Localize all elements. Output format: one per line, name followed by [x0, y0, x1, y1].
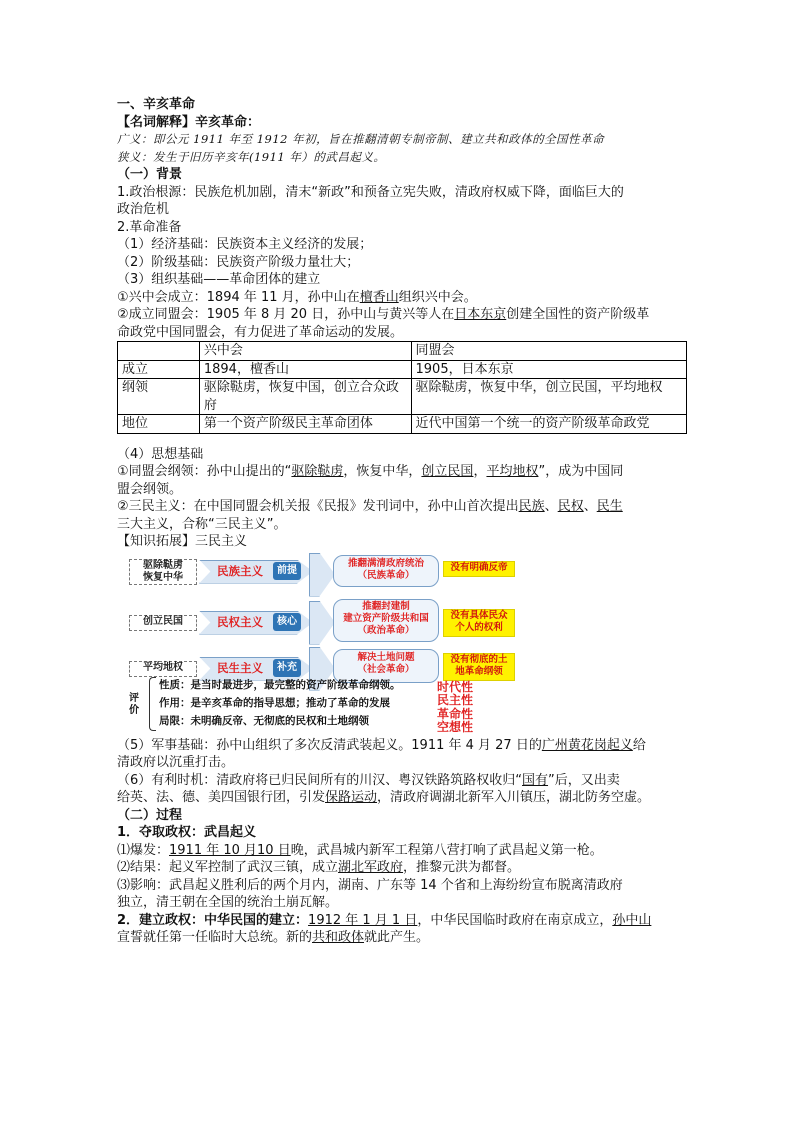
military-basis-cont: 清政府以沉重打击。: [117, 755, 235, 770]
eval-limitation: 局限：未明确反帝、无彻底的民权和土地纲领: [159, 714, 369, 727]
eval-tags: [437, 681, 473, 735]
diagram-left-label: 创立民国: [129, 615, 197, 631]
process-title: （二）过程: [117, 807, 183, 823]
table-cell: [118, 342, 200, 361]
table-cell: 近代中国第一个统一的资产阶级革命政党: [411, 415, 687, 434]
roc-line-cont: 宣誓就任第一任临时大总统。新的共和政体就此产生。: [117, 930, 430, 945]
eval-label: 评价: [129, 692, 139, 716]
section-title: 一、辛亥革命: [117, 97, 196, 112]
wuchang-heading: 1．夺取政权：武昌起义: [117, 825, 257, 840]
diagram-role: 前提: [273, 562, 301, 580]
diagram-role: 核心: [273, 613, 301, 631]
program-line: ①同盟会纲领：孙中山提出的“驱除鞑虏，恢复中华，创立民国，平均地权”，成为中国同: [117, 464, 624, 479]
eval-tag: 民主性: [437, 693, 474, 707]
roc-line: 2．建立政权：中华民国的建立：1912 年 1 月 1 日，中华民国临时政府在南京成立，孙中山: [117, 912, 652, 928]
diagram-flaw: 没有彻底的土 地革命纲领: [443, 653, 515, 681]
table-cell: 驱除鞑虏，恢复中国，创立合众政府: [199, 379, 411, 415]
diagram-role: 补充: [273, 659, 301, 677]
eval-tag: 空想性: [437, 720, 474, 734]
tongmenghui-line-cont: 命政党中国同盟会，有力促进了革命运动的发展。: [117, 324, 404, 340]
program-line-cont: 盟会纲领。: [117, 481, 183, 497]
table-cell: 兴中会: [199, 342, 411, 361]
table-row: [118, 360, 687, 379]
table-cell: 第一个资产阶级民主革命团体: [199, 415, 411, 434]
impact-line-cont: 独立，清王朝在全国的统治土崩瓦解。: [117, 895, 339, 910]
result-line: ⑵结果：起义军控制了武汉三镇，成立湖北军政府，推黎元洪为都督。: [117, 860, 521, 875]
table-cell: 成立: [118, 360, 200, 379]
table-cell: 驱除鞑虏，恢复中华，创立民国，平均地权: [411, 379, 687, 415]
revolution-prep: 2.革命准备: [117, 219, 182, 235]
political-root-cont: 政治危机: [117, 202, 170, 217]
table-cell: 同盟会: [411, 342, 687, 361]
eval-nature: 性质：是当时最进步，最完整的资产阶级革命纲领。: [159, 678, 401, 691]
table-row: [118, 415, 687, 434]
three-principles-diagram: [125, 553, 525, 735]
opportunity-cont: 给英、法、德、美四国银行团，引发保路运动，清政府调湖北新军入川镇压，湖北防务空虚。: [117, 790, 651, 805]
eval-function: 作用：是辛亥革命的指导思想；推动了革命的发展: [159, 696, 390, 709]
extension-label: 【知识拓展】三民主义: [117, 534, 248, 549]
table-cell: 1894，檀香山: [199, 360, 411, 379]
org-basis: （3）组织基础——革命团体的建立: [117, 272, 321, 287]
tongmenghui-line: ②成立同盟会：1905 年 8 月 20 日，孙中山与黄兴等人在日本东京创建全国性的资产阶级革: [117, 307, 650, 322]
political-root: 1.政治根源：民族危机加剧，清末“新政”和预备立宪失败，清政府权威下降，面临巨大的: [117, 184, 624, 200]
diagram-principle: 民生主义: [217, 660, 263, 675]
broad-definition: 广义：即公元 1911 年至 1912 年初，旨在推翻清朝专制帝制、建立共和政体的全国性革命: [117, 132, 605, 146]
diagram-connector: [309, 553, 335, 597]
comparison-table: [117, 341, 687, 434]
eval-tag: 时代性: [437, 679, 474, 694]
diagram-principle: 民权主义: [217, 614, 263, 629]
table-cell: 纲领: [118, 379, 200, 415]
table-cell: 地位: [118, 415, 200, 434]
diagram-principle: 民族主义: [217, 563, 263, 578]
background-title: （一）背景: [117, 167, 183, 182]
xingzhonghui-line: ①兴中会成立：1894 年 11 月，孙中山在檀香山组织兴中会。: [117, 289, 477, 305]
diagram-goal: 推翻封建制 建立资产阶级共和国 （政治革命）: [333, 599, 439, 642]
eval-tag: 革命性: [437, 706, 474, 721]
impact-line: ⑶影响：武昌起义胜利后的两个月内，湖南、广东等 14 个省和上海纷纷宣布脱离清政府: [117, 877, 623, 893]
three-principles-line: ②三民主义：在中国同盟会机关报《民报》发刊词中，孙中山首次提出民族、民权、民生: [117, 499, 623, 514]
three-principles-cont: 三大主义，合称“三民主义”。: [117, 516, 287, 532]
diagram-flaw: 没有具体民众 个人的权利: [443, 609, 515, 637]
narrow-definition: 狭义：发生于旧历辛亥年(1911 年）的武昌起义。: [117, 149, 386, 164]
military-basis: （5）军事基础：孙中山组织了多次反清武装起义。1911 年 4 月 27 日的广州黄花岗起义给: [117, 737, 646, 753]
class-basis: （2）阶级基础：民族资产阶级力量壮大；: [117, 254, 360, 270]
diagram-goal: 解决土地问题 （社会革命）: [333, 649, 439, 683]
eval-brace: [149, 677, 156, 731]
table-header-row: [118, 342, 687, 361]
table-row: [118, 379, 687, 415]
outbreak-line: ⑴爆发：1911 年 10 月10 日晚，武昌城内新军工程第八营打响了武昌起义第一枪。: [117, 842, 603, 858]
economic-basis: （1）经济基础：民族资本主义经济的发展；: [117, 237, 373, 252]
diagram-connector: [309, 601, 335, 645]
opportunity: （6）有利时机：清政府将已归民间所有的川汉、粤汉铁路筑路权收归“国有”后，又出卖: [117, 772, 620, 788]
thought-title: （4）思想基础: [117, 446, 204, 462]
diagram-flaw: 没有明确反帝: [443, 561, 515, 577]
diagram-left-label: 平均地权: [129, 661, 197, 677]
table-cell: 1905，日本东京: [411, 360, 687, 379]
diagram-left-label: 驱除鞑虏 恢复中华: [129, 559, 197, 585]
document-page: [117, 96, 687, 947]
term-label: 【名词解释】辛亥革命：: [117, 114, 261, 130]
diagram-goal: 推翻满清政府统治 （民族革命）: [333, 555, 439, 587]
